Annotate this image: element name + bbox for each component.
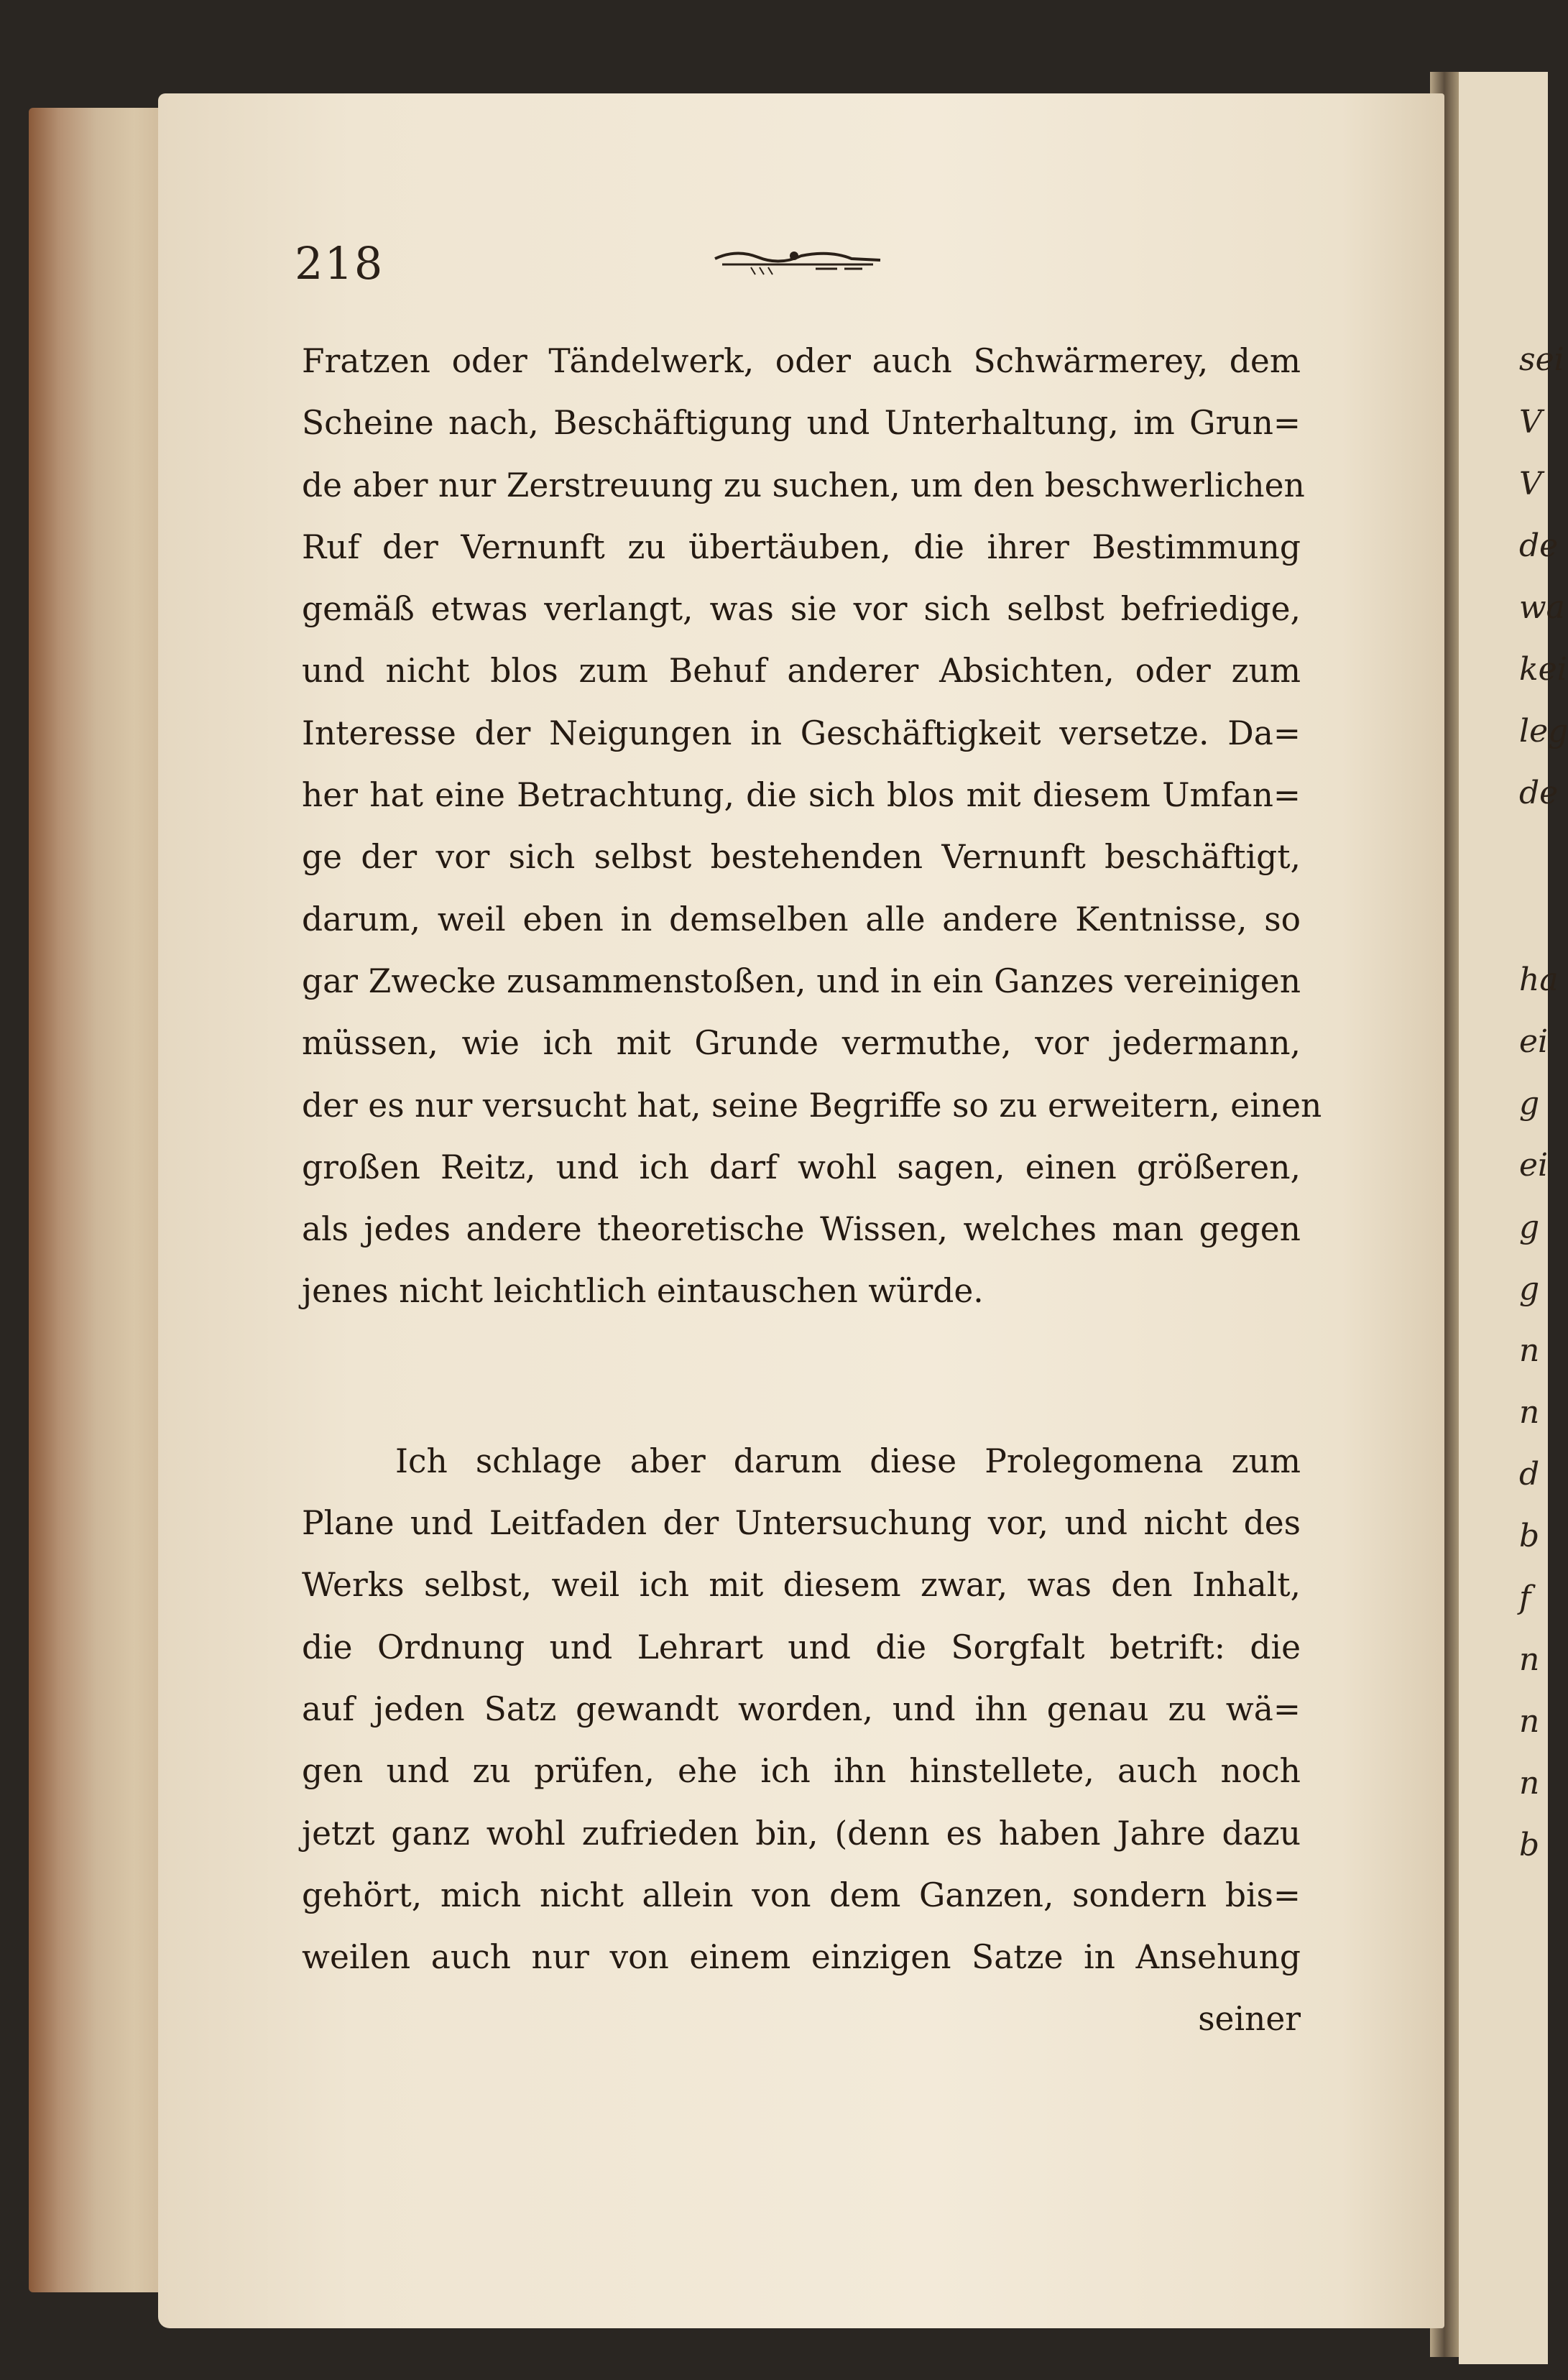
catchword: seiner	[1198, 2000, 1301, 2039]
text-line: gehört, mich nicht allein von dem Ganzen, sondern bis=	[302, 1876, 1301, 1914]
text-line: gen und zu prüfen, ehe ich ihn hinstellete, auch noch	[302, 1752, 1301, 1791]
facing-page-fragment: b	[1519, 1518, 1540, 1554]
text-line: und nicht blos zum Behuf anderer Absichten, oder zum	[302, 652, 1301, 691]
facing-page-fragment: n	[1519, 1394, 1540, 1431]
text-line: Scheine nach, Beschäftigung und Unterhaltung, im Grun=	[302, 404, 1301, 443]
text-line: der es nur versucht hat, seine Begriffe so zu erweitern, einen	[302, 1086, 1322, 1125]
facing-page-fragment: de	[1519, 527, 1559, 564]
facing-page-fragment: b	[1519, 1827, 1540, 1863]
text-line: darum, weil eben in demselben alle andere Kentnisse, so	[302, 900, 1301, 938]
facing-page-fragment: g	[1519, 1085, 1540, 1122]
facing-page	[1459, 72, 1568, 2364]
facing-page-fragment: ei	[1519, 1147, 1549, 1184]
text-line: Plane und Leitfaden der Untersuchung vor, und nicht des	[302, 1504, 1301, 1543]
facing-page-fragment: ha	[1519, 961, 1559, 998]
facing-page-fragment: g	[1519, 1209, 1540, 1245]
text-line: die Ordnung und Lehrart und die Sorgfalt betrift: die	[302, 1628, 1301, 1666]
text-line: ge der vor sich selbst bestehenden Vernunft beschäftigt,	[302, 838, 1301, 877]
text-line: weilen auch nur von einem einzigen Satze in Ansehung	[302, 1938, 1301, 1977]
facing-page-fragment: d	[1519, 1456, 1540, 1493]
page-body-text	[302, 331, 1322, 2051]
facing-page-fragment: de	[1519, 775, 1559, 811]
paragraph-2	[302, 1431, 1301, 1989]
facing-page-fragment: kei	[1519, 651, 1567, 688]
facing-page-fragment: wa	[1519, 589, 1565, 626]
text-line: gemäß etwas verlangt, was sie vor sich selbst befriedige,	[302, 590, 1301, 629]
book-page-edges	[29, 108, 180, 2292]
facing-page-fragment: n	[1519, 1765, 1540, 1802]
text-line: auf jeden Satz gewandt worden, und ihn genau zu wä=	[302, 1689, 1301, 1728]
facing-page-fragment: V	[1519, 404, 1542, 441]
text-line: gar Zwecke zusammenstoßen, und in ein Ganzes vereinigen	[302, 961, 1301, 1000]
facing-page-fragment: n	[1519, 1641, 1540, 1678]
text-line: Ich schlage aber darum diese Prolegomena zum	[395, 1442, 1301, 1480]
paragraph-1	[302, 331, 1322, 1323]
facing-page-fragment: n	[1519, 1332, 1540, 1369]
facing-page-fragment: g	[1519, 1270, 1540, 1307]
text-line: Interesse der Neigungen in Geschäftigkeit versetze. Da=	[302, 714, 1301, 752]
text-line: Ruf der Vernunft zu übertäuben, die ihrer Bestimmung	[302, 527, 1301, 566]
header-ornament-icon	[708, 243, 887, 279]
text-line: Werks selbst, weil ich mit diesem zwar, was den Inhalt,	[302, 1566, 1301, 1605]
text-line: de aber nur Zerstreuung zu suchen, um den beschwerlichen	[302, 466, 1305, 504]
facing-page-fragment: ei	[1519, 1023, 1549, 1060]
text-line: müssen, wie ich mit Grunde vermuthe, vor jedermann,	[302, 1024, 1301, 1063]
text-line: jetzt ganz wohl zufrieden bin, (denn es haben Jahre dazu	[302, 1814, 1301, 1853]
text-line: großen Reitz, und ich darf wohl sagen, einen größeren,	[302, 1148, 1301, 1186]
facing-page-fragment: n	[1519, 1703, 1540, 1740]
facing-page-fragment: leg	[1519, 713, 1568, 749]
text-line: her hat eine Betrachtung, die sich blos mit diesem Umfan=	[302, 776, 1301, 815]
page-number: 218	[295, 237, 384, 290]
text-line: als jedes andere theoretische Wissen, welches man gegen	[302, 1210, 1301, 1249]
facing-page-fragment: V	[1519, 466, 1542, 502]
text-line: Fratzen oder Tändelwerk, oder auch Schwärmerey, dem	[302, 342, 1301, 380]
text-line: jenes nicht leichtlich eintauschen würde.	[302, 1272, 984, 1311]
facing-page-fragment: f	[1519, 1579, 1531, 1616]
facing-page-fragment: sei	[1519, 341, 1564, 378]
